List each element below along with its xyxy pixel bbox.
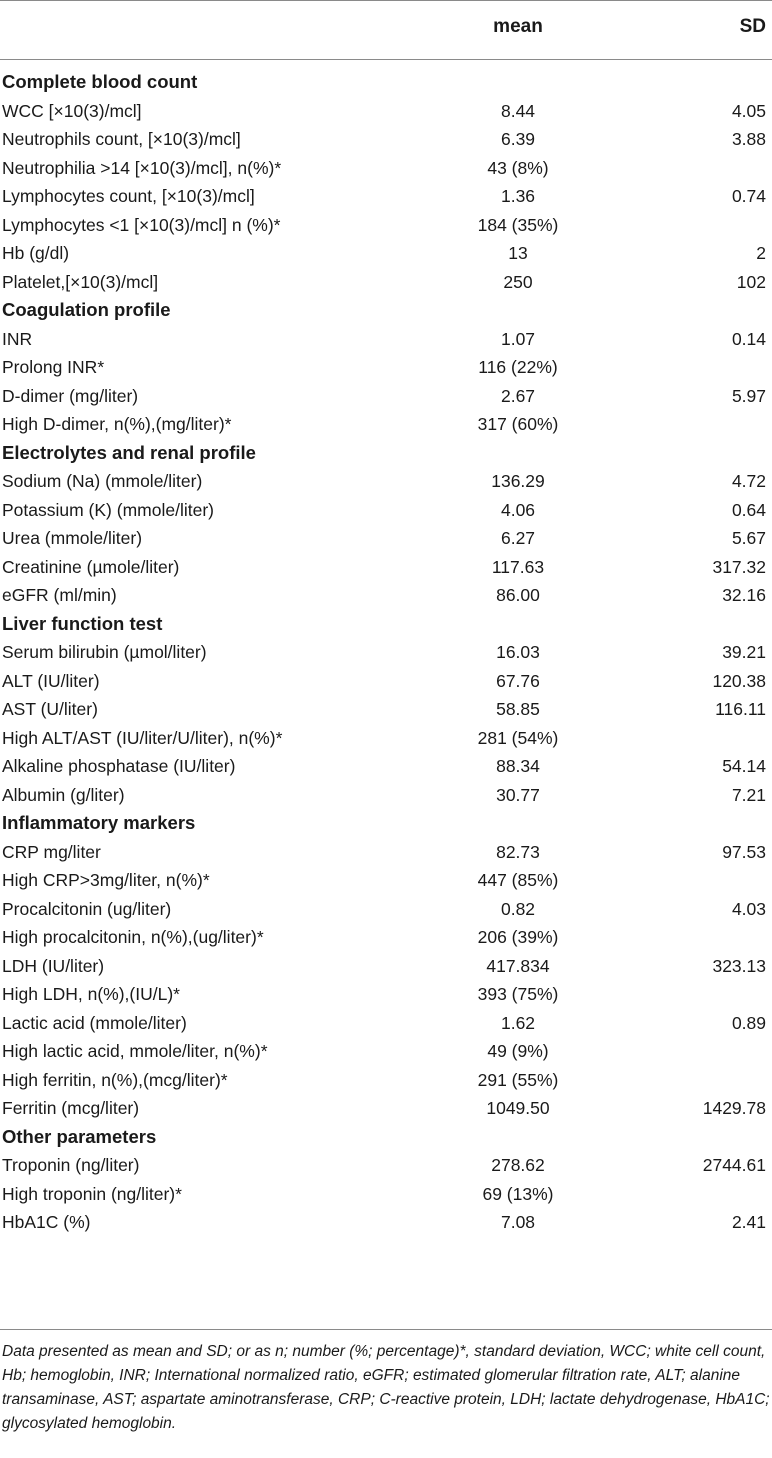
row-sd-value: 39.21 — [722, 642, 766, 662]
row-label: Neutrophilia >14 [×10(3)/mcl], n(%)* — [2, 157, 282, 178]
row-sd-value: 317.32 — [712, 556, 766, 577]
row-label: High D-dimer, n(%),(mg/liter)* — [2, 414, 232, 434]
row-mean-value: 447 (85%) — [477, 870, 559, 890]
table-row — [0, 667, 772, 696]
table-row — [0, 211, 772, 240]
table-row — [0, 752, 772, 781]
table-row — [0, 553, 772, 582]
row-mean-value: 6.27 — [500, 528, 536, 548]
table-row — [0, 125, 772, 154]
row-mean-value: 136.29 — [491, 471, 545, 491]
row-sd-value: 0.89 — [731, 1012, 766, 1033]
table-row — [0, 1037, 772, 1066]
row-sd-value: 102 — [736, 271, 766, 292]
row-sd-value: 54.14 — [722, 756, 766, 776]
row-mean-value: 2.67 — [500, 385, 536, 406]
row-mean-value: 278.62 — [491, 1155, 545, 1175]
row-label: Lymphocytes count, [×10(3)/mcl] — [2, 186, 255, 206]
table-row — [0, 1180, 772, 1209]
table-row — [0, 182, 772, 211]
row-sd-value: 32.16 — [722, 585, 766, 605]
row-mean-value: 67.76 — [496, 670, 540, 691]
row-mean-value: 43 (8%) — [487, 157, 549, 178]
row-label: Potassium (K) (mmole/liter) — [2, 499, 214, 520]
row-sd-value: 2744.61 — [702, 1155, 766, 1175]
row-mean-value: 49 (9%) — [487, 1041, 549, 1061]
table-bottom-rule — [0, 1329, 772, 1330]
table-row — [0, 268, 772, 297]
row-label: eGFR (ml/min) — [2, 585, 117, 605]
table-row — [0, 1009, 772, 1038]
section-title: Coagulation profile — [2, 299, 171, 320]
row-sd-value: 0.64 — [731, 499, 766, 520]
table-row — [0, 952, 772, 981]
row-label: Creatinine (µmole/liter) — [2, 556, 180, 577]
row-label: Serum bilirubin (µmol/liter) — [2, 642, 207, 662]
table-row — [0, 781, 772, 810]
section-header-row — [0, 439, 772, 468]
row-sd-value: 2 — [756, 243, 766, 263]
row-label: Ferritin (mcg/liter) — [2, 1098, 140, 1118]
row-label: High procalcitonin, n(%),(ug/liter)* — [2, 927, 264, 947]
row-label: ALT (IU/liter) — [2, 670, 100, 691]
row-mean-value: 417.834 — [486, 955, 550, 976]
table-row — [0, 97, 772, 126]
row-mean-value: 184 (35%) — [477, 214, 559, 235]
table-row — [0, 638, 772, 667]
row-sd-value: 97.53 — [722, 841, 766, 862]
table-row — [0, 866, 772, 895]
table-row — [0, 1208, 772, 1237]
row-label: Urea (mmole/liter) — [2, 528, 143, 548]
table-row — [0, 1151, 772, 1180]
row-mean-value: 206 (39%) — [477, 927, 559, 947]
row-sd-value: 7.21 — [731, 784, 766, 805]
section-title: Liver function test — [2, 612, 163, 634]
row-label: Hb (g/dl) — [2, 243, 70, 263]
row-mean-value: 86.00 — [496, 585, 540, 605]
row-mean-value: 16.03 — [496, 642, 540, 662]
row-label: High CRP>3mg/liter, n(%)* — [2, 870, 210, 890]
table-row — [0, 325, 772, 354]
row-mean-value: 1.62 — [500, 1012, 536, 1033]
row-mean-value: 116 (22%) — [478, 357, 558, 377]
row-sd-value: 120.38 — [712, 670, 766, 691]
row-sd-value: 0.74 — [731, 186, 766, 206]
row-mean-value: 0.82 — [500, 898, 536, 919]
table-row — [0, 980, 772, 1009]
row-mean-value: 393 (75%) — [477, 984, 559, 1004]
row-sd-value: 323.13 — [712, 955, 766, 976]
row-label: Troponin (ng/liter) — [2, 1155, 140, 1175]
section-header-row — [0, 68, 772, 97]
row-mean-value: 1.07 — [500, 328, 536, 349]
row-label: LDH (IU/liter) — [2, 955, 105, 976]
row-label: High lactic acid, mmole/liter, n(%)* — [2, 1041, 268, 1061]
section-title: Other parameters — [2, 1125, 157, 1147]
section-title: Electrolytes and renal profile — [2, 441, 256, 463]
row-mean-value: 117.63 — [491, 556, 545, 577]
row-mean-value: 6.39 — [500, 129, 536, 149]
table-row — [0, 724, 772, 753]
row-sd-value: 5.97 — [731, 385, 766, 406]
row-label: HbA1C (%) — [2, 1212, 91, 1232]
row-label: INR — [2, 328, 33, 349]
row-label: High troponin (ng/liter)* — [2, 1183, 182, 1204]
table-row — [0, 581, 772, 610]
header-sd: SD — [739, 16, 766, 37]
row-label: High LDH, n(%),(IU/L)* — [2, 984, 180, 1004]
table-row — [0, 838, 772, 867]
row-mean-value: 69 (13%) — [482, 1183, 554, 1204]
table-row — [0, 410, 772, 439]
row-mean-value: 30.77 — [496, 784, 540, 805]
table-row — [0, 923, 772, 952]
table-row — [0, 467, 772, 496]
row-label: High ALT/AST (IU/liter/U/liter), n(%)* — [2, 727, 283, 748]
table-row — [0, 695, 772, 724]
table-header — [0, 0, 772, 59]
row-mean-value: 82.73 — [496, 841, 540, 862]
row-label: Alkaline phosphatase (IU/liter) — [2, 756, 236, 776]
row-label: Platelet,[×10(3)/mcl] — [2, 271, 159, 292]
section-header-row — [0, 296, 772, 325]
row-sd-value: 4.72 — [731, 471, 766, 491]
row-mean-value: 13 — [508, 243, 528, 263]
row-sd-value: 4.05 — [731, 100, 766, 121]
row-mean-value: 281 (54%) — [477, 727, 559, 748]
row-mean-value: 317 (60%) — [477, 414, 559, 434]
row-sd-value: 3.88 — [731, 129, 766, 149]
row-mean-value: 1049.50 — [486, 1098, 550, 1118]
row-label: D-dimer (mg/liter) — [2, 385, 139, 406]
row-mean-value: 4.06 — [500, 499, 536, 520]
row-sd-value: 116.11 — [715, 699, 766, 719]
row-label: Lactic acid (mmole/liter) — [2, 1012, 187, 1033]
table-footnote: Data presented as mean and SD; or as n; number (%; percentage)*, standard deviation, WCC; white cell count, Hb; hemoglobin, INR; International normalized ratio, eGFR; estimated glomerular filtration rate, ALT; alanine transaminase, AST; aspartate aminotransferase, CRP; C-reactive protein, LDH; lactate dehydrogenase, HbA1C; glycosylated hemoglobin. — [2, 1343, 770, 1432]
row-label: Neutrophils count, [×10(3)/mcl] — [2, 129, 241, 149]
table-row — [0, 1094, 772, 1123]
table-header-rule — [0, 59, 772, 60]
row-mean-value: 1.36 — [500, 186, 536, 206]
section-title: Complete blood count — [2, 71, 198, 92]
row-sd-value: 5.67 — [731, 528, 766, 548]
section-header-row — [0, 1123, 772, 1152]
row-sd-value: 0.14 — [731, 328, 766, 349]
table-row — [0, 895, 772, 924]
section-title: Inflammatory markers — [2, 812, 196, 833]
table-body — [0, 68, 772, 1237]
table-row — [0, 524, 772, 553]
row-label: Prolong INR* — [2, 357, 105, 377]
row-label: Lymphocytes <1 [×10(3)/mcl] n (%)* — [2, 214, 281, 235]
row-sd-value: 2.41 — [731, 1212, 766, 1232]
row-sd-value: 4.03 — [731, 898, 766, 919]
row-mean-value: 88.34 — [496, 756, 540, 776]
header-mean: mean — [493, 16, 543, 37]
table-row — [0, 239, 772, 268]
row-mean-value: 250 — [503, 271, 533, 292]
row-label: WCC [×10(3)/mcl] — [2, 100, 142, 121]
table-row — [0, 154, 772, 183]
section-header-row — [0, 610, 772, 639]
section-header-row — [0, 809, 772, 838]
table-row — [0, 496, 772, 525]
row-mean-value: 7.08 — [500, 1212, 536, 1232]
row-label: AST (U/liter) — [2, 699, 98, 719]
row-mean-value: 291 (55%) — [477, 1069, 559, 1090]
row-sd-value: 1429.78 — [702, 1098, 766, 1118]
row-label: CRP mg/liter — [2, 841, 101, 862]
table-row — [0, 353, 772, 382]
row-mean-value: 8.44 — [500, 100, 536, 121]
row-label: High ferritin, n(%),(mcg/liter)* — [2, 1069, 228, 1090]
row-label: Procalcitonin (ug/liter) — [2, 898, 172, 919]
row-mean-value: 58.85 — [496, 699, 540, 719]
row-label: Sodium (Na) (mmole/liter) — [2, 471, 203, 491]
row-label: Albumin (g/liter) — [2, 784, 125, 805]
table-row — [0, 382, 772, 411]
table-row — [0, 1066, 772, 1095]
